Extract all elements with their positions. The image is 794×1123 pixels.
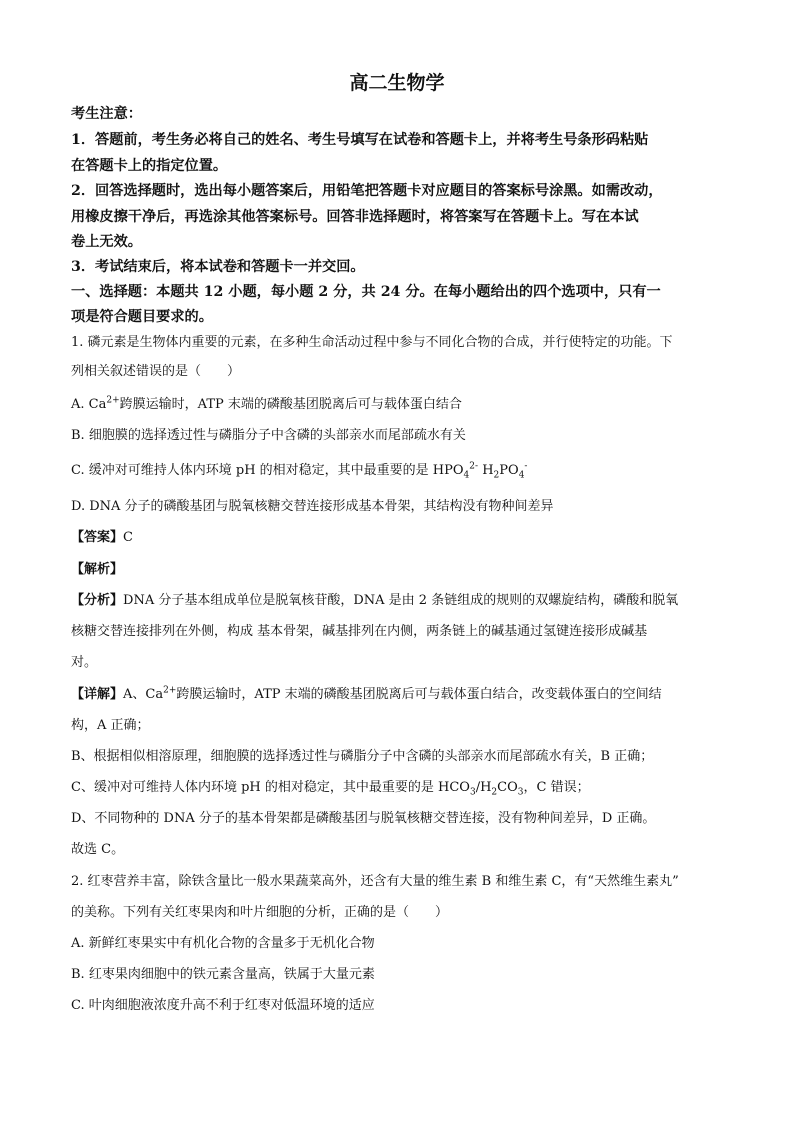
section-heading-line-1: 一、选择题：本题共 12 小题，每小题 2 分，共 24 分。在每小题给出的四个选项中，只有一 bbox=[71, 284, 661, 300]
notice-line-5: 卷上无效。 bbox=[71, 234, 142, 250]
q1-xiangjie-a: 【详解】A、$Ca^{2+}$跨膜运输时，ATP 末端的磷酸基团脱离后可与载体蛋白结合，改变载体蛋白的空间结 bbox=[71, 685, 662, 702]
q1-xiangjie-d: D、不同物种的 DNA 分子的基本骨架都是磷酸基团与脱氧核糖交替连接，没有物种间差异，D 正确。 bbox=[71, 811, 656, 826]
q2-option-c: C. 叶肉细胞液浓度升高不利于红枣对低温环境的适应 bbox=[71, 998, 375, 1013]
notice-line-3: 2．回答选择题时，选出每小题答案后，用铅笔把答题卡对应题目的答案标号涂黑。如需改动， bbox=[71, 183, 663, 199]
notice-line-2: 在答题卡上的指定位置。 bbox=[71, 158, 228, 174]
notice-line-4: 用橡皮擦干净后，再选涂其他答案标号。回答非选择题时，将答案写在答题卡上。写在本试 bbox=[71, 209, 639, 225]
q1-stem-line-1: 1. 磷元素是生物体内重要的元素，在多种生命活动过程中参与不同化合物的合成，并行使特定的功能。下 bbox=[71, 335, 673, 350]
q1-xiangjie-c: C、缓冲对可维持人体内环境 pH 的相对稳定，其中最重要的是 $HCO_3/H_2CO_3$，C 错误； bbox=[71, 780, 590, 798]
notice-line-6: 3．考试结束后，将本试卷和答题卡一并交回。 bbox=[71, 259, 365, 275]
section-heading-line-2: 项是符合题目要求的。 bbox=[71, 309, 213, 325]
q2-option-b: B. 红枣果肉细胞中的铁元素含量高，铁属于大量元素 bbox=[71, 967, 375, 982]
q1-fenxi-line-3: 对。 bbox=[71, 655, 98, 670]
notice-heading: 考生注意： bbox=[71, 106, 142, 122]
q1-option-b: B. 细胞膜的选择透过性与磷脂分子中含磷的头部亲水而尾部疏水有关 bbox=[71, 428, 466, 443]
notice-line-1: 1．答题前，考生务必将自己的姓名、考生号填写在试卷和答题卡上，并将考生号条形码粘贴 bbox=[71, 132, 649, 148]
q1-fenxi-line-1: 【分析】DNA 分子基本组成单位是脱氧核苷酸，DNA 是由 2 条链组成的规则的双螺旋结构，磷酸和脱氧 bbox=[71, 593, 679, 608]
answer-value: C bbox=[123, 530, 133, 545]
q2-option-a: A. 新鲜红枣果实中有机化合物的含量多于无机化合物 bbox=[71, 936, 375, 951]
page-title: 高二生物学 bbox=[349, 72, 445, 94]
q1-analysis-tag: 【解析】 bbox=[71, 562, 124, 577]
q1-option-c: C. 缓冲对可维持人体内环境 pH 的相对稳定，其中最重要的是 $HPO_4^{2-}$ $H_2PO_4^-$ bbox=[71, 461, 528, 481]
q1-fenxi-line-2: 核糖交替连接排列在外侧，构成 基本骨架，碱基排列在内侧，两条链上的碱基通过氢键连接形成碱基 bbox=[71, 624, 648, 639]
q1-option-a: A. $Ca^{2+}$跨膜运输时，ATP 末端的磷酸基团脱离后可与载体蛋白结合 bbox=[71, 395, 462, 412]
q1-conclusion: 故选 C。 bbox=[71, 842, 125, 857]
q1-xiangjie-a-cont: 构，A 正确； bbox=[71, 718, 150, 733]
q2-stem-line-1: 2. 红枣营养丰富，除铁含量比一般水果蔬菜高外，还含有大量的维生素 B 和维生素 C，有“天然维生素丸” bbox=[71, 874, 679, 889]
answer-tag: 【答案】 bbox=[71, 530, 124, 545]
q1-option-d: D. DNA 分子的磷酸基团与脱氧核糖交替连接形成基本骨架，其结构没有物种间差异 bbox=[71, 499, 554, 514]
q1-answer bbox=[71, 528, 133, 548]
q1-xiangjie-b: B、根据相似相溶原理，细胞膜的选择透过性与磷脂分子中含磷的头部亲水而尾部疏水有关，B 正确； bbox=[71, 749, 654, 764]
q1-stem-line-2: 列相关叙述错误的是（ ） bbox=[71, 364, 241, 379]
q2-stem-line-2: 的美称。下列有关红枣果肉和叶片细胞的分析，正确的是（ ） bbox=[71, 905, 449, 920]
